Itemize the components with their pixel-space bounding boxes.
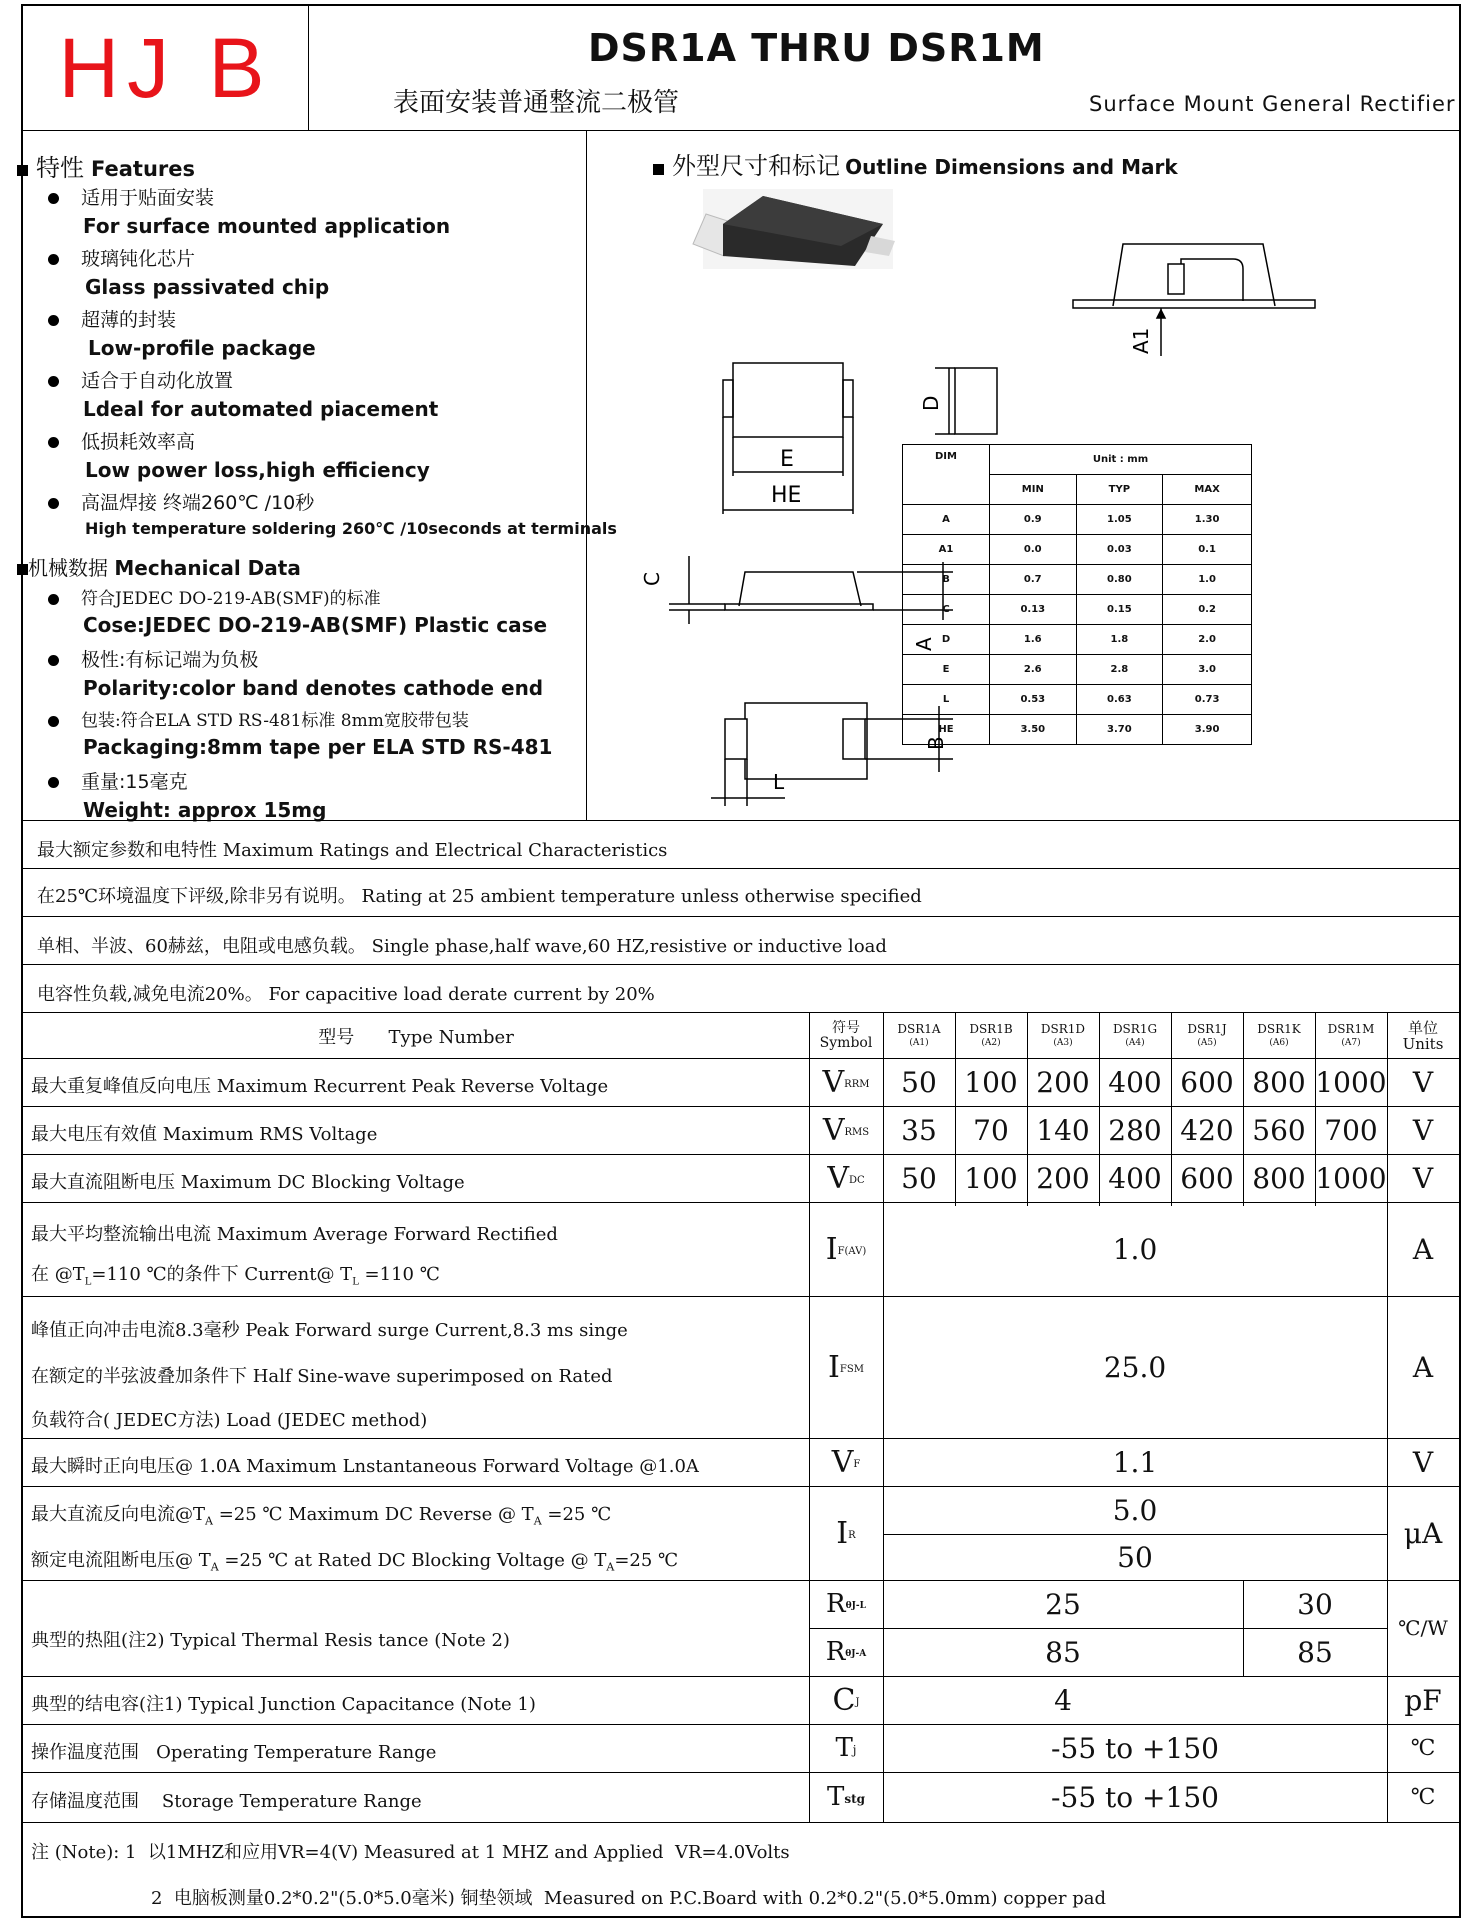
- vrms-value: 280: [1108, 1113, 1162, 1147]
- features-section: [23, 148, 583, 183]
- ratings-condition-2: 单相、半波、60赫兹，电阻或电感负载。 Single phase,half wave,60 HZ,resistive or inductive load: [37, 936, 887, 957]
- dim-row: L 0.53 0.63 0.73: [903, 685, 1252, 715]
- dim-row: A1 0.0 0.03 0.1: [903, 535, 1252, 565]
- vrms-label: 最大电压有效值 Maximum RMS Voltage: [31, 1124, 378, 1145]
- vrrm-label: 最大重复峰值反向电压 Maximum Recurrent Peak Reverse Voltage: [31, 1076, 609, 1097]
- end-view-drawing: [935, 368, 997, 434]
- tj-value: -55 to +150: [1051, 1731, 1219, 1765]
- vrms-value: 700: [1324, 1113, 1378, 1147]
- vrrm-value: 100: [964, 1065, 1018, 1099]
- ifav-symbol: I $_{F(AV)}$: [825, 1231, 867, 1267]
- label-a1: A1: [1129, 327, 1153, 354]
- ratings-condition-1: 在25℃环境温度下评级,除非另有说明。 Rating at 25 ambient temperature unless otherwise specified: [37, 886, 922, 907]
- tstg-label: 存储温度范围 Storage Temperature Range: [31, 1791, 422, 1812]
- logo-text: HJ B: [58, 20, 273, 115]
- vrms-value: 420: [1180, 1113, 1234, 1147]
- ifsm-label-1: 峰值正向冲击电流8.3毫秒 Peak Forward surge Current,8.3 ms singe: [31, 1320, 628, 1341]
- mechanical-item: 符合JEDEC DO-219-AB(SMF)的标准 Cose:JEDEC DO-219-AB(SMF) Plastic case: [48, 584, 588, 645]
- vrrm-value: 600: [1180, 1065, 1234, 1099]
- vrms-value: 70: [973, 1113, 1009, 1147]
- vdc-value: 1000: [1315, 1161, 1387, 1195]
- vdc-value: 100: [964, 1161, 1018, 1195]
- vrms-value: 140: [1036, 1113, 1090, 1147]
- label-e: E: [780, 447, 794, 472]
- vdc-unit: V: [1412, 1161, 1434, 1195]
- ir-label-2: 额定电流阻断电压@ $T_A =25$ ℃ at Rated DC Blocking Voltage @ $T_A=25$ ℃: [31, 1550, 679, 1574]
- features-heading: 特性 Features: [17, 148, 583, 183]
- ifsm-label-2: 在额定的半弦波叠加条件下 Half Sine-wave superimposed on Rated: [31, 1366, 613, 1387]
- rth-label: 典型的热阻(注2) Typical Thermal Resis tance (Note 2): [31, 1630, 510, 1651]
- symbol-header: 符号 Symbol: [819, 1020, 873, 1051]
- dim-row: HE 3.50 3.70 3.90: [903, 715, 1252, 745]
- note-2: 2 电脑板测量0.2*0.2"(5.0*5.0毫米) 铜垫领域 Measured on P.C.Board with 0.2*0.2"(5.0*5.0mm) copper pad: [151, 1888, 1106, 1909]
- vdc-value: 600: [1180, 1161, 1234, 1195]
- vrrm-value: 1000: [1315, 1065, 1387, 1099]
- model-header: DSR1M (A7): [1327, 1022, 1375, 1048]
- model-header: DSR1D (A3): [1040, 1022, 1086, 1048]
- rth-ja-value-b: 85: [1297, 1635, 1333, 1669]
- side-view-drawing: [1073, 244, 1315, 356]
- tstg-unit: ℃: [1410, 1784, 1436, 1810]
- vrrm-value: 50: [901, 1065, 937, 1099]
- feature-item: 超薄的封装 Low-profile package: [48, 305, 588, 366]
- label-c: C: [640, 572, 664, 586]
- ir-value-25c: 5.0: [1112, 1493, 1158, 1527]
- feature-item: 高温焊接 终端260℃ /10秒 High temperature soldering 260℃ /10seconds at terminals: [48, 488, 588, 549]
- ratings-condition-3: 电容性负载,减免电流20%。 For capacitive load derate current by 20%: [37, 984, 655, 1005]
- tj-symbol: T $_j$: [835, 1733, 857, 1763]
- vdc-symbol: V $_{DC}$: [827, 1160, 865, 1196]
- ifav-value: 1.0: [1112, 1232, 1158, 1266]
- vrms-symbol: V $_{RMS}$: [822, 1112, 870, 1148]
- dim-row: A 0.9 1.05 1.30: [903, 505, 1252, 535]
- vdc-value: 400: [1108, 1161, 1162, 1195]
- dim-header: DIM: [903, 445, 990, 505]
- label-d: D: [919, 395, 943, 411]
- package-photo: [693, 189, 895, 269]
- mechanical-item: 重量:15毫克 Weight: approx 15mg: [48, 767, 588, 828]
- vrrm-value: 400: [1108, 1065, 1162, 1099]
- unit-header: Unit : mm: [990, 445, 1252, 475]
- label-he: HE: [771, 483, 802, 508]
- model-header: DSR1K (A6): [1257, 1022, 1301, 1048]
- cj-symbol: C $_J$: [832, 1682, 860, 1718]
- model-header: DSR1G (A4): [1112, 1022, 1158, 1048]
- cj-unit: pF: [1404, 1683, 1442, 1717]
- vrms-value: 560: [1252, 1113, 1306, 1147]
- rth-jl-value-b: 30: [1297, 1587, 1333, 1621]
- rth-ja-value-a: 85: [1045, 1635, 1081, 1669]
- rth-unit: ℃/W: [1398, 1616, 1448, 1640]
- label-a: A: [912, 637, 936, 651]
- ifav-unit: A: [1412, 1232, 1434, 1266]
- tj-label: 操作温度范围 Operating Temperature Range: [31, 1742, 437, 1763]
- type-number-header: 型号 Type Number: [318, 1027, 514, 1048]
- outline-heading: 外型尺寸和标记 Outline Dimensions and Mark: [653, 146, 1178, 181]
- ifav-label-2: 在 $@T_L=110$ ℃的条件下 Current@ $T_L =110$ ℃: [31, 1264, 440, 1288]
- mechanical-list: [48, 584, 588, 828]
- ratings-title: 最大额定参数和电特性 Maximum Ratings and Electrical Characteristics: [37, 840, 668, 861]
- col-max: MAX: [1163, 475, 1252, 505]
- vrrm-value: 800: [1252, 1065, 1306, 1099]
- ir-value-rated: 50: [1117, 1540, 1153, 1574]
- dim-row: C 0.13 0.15 0.2: [903, 595, 1252, 625]
- ifav-label-1: 最大平均整流输出电流 Maximum Average Forward Rectified: [31, 1224, 558, 1245]
- col-min: MIN: [990, 475, 1077, 505]
- tstg-value: -55 to +150: [1051, 1780, 1219, 1814]
- doc-title: DSR1A THRU DSR1M: [588, 26, 1045, 70]
- vrrm-symbol: V $_{RRM}$: [822, 1064, 870, 1100]
- units-header: 单位 Units: [1402, 1019, 1444, 1053]
- mechanical-item: 极性:有标记端为负极 Polarity:color band denotes cathode end: [48, 645, 588, 706]
- cj-label: 典型的结电容(注1) Typical Junction Capacitance (Note 1): [31, 1694, 536, 1715]
- vdc-value: 50: [901, 1161, 937, 1195]
- rth-jl-value-a: 25: [1045, 1587, 1081, 1621]
- vf-symbol: V $_F$: [831, 1444, 861, 1480]
- label-l: L: [773, 770, 785, 794]
- mechanical-item: 包装:符合ELA STD RS-481标准 8mm宽胶带包装 Packaging:8mm tape per ELA STD RS-481: [48, 706, 588, 767]
- feature-item: 玻璃钝化芯片 Glass passivated chip: [48, 244, 588, 305]
- logo: [23, 6, 308, 130]
- dim-row: D 1.6 1.8 2.0: [903, 625, 1252, 655]
- vdc-value: 800: [1252, 1161, 1306, 1195]
- cj-value: 4: [1054, 1683, 1072, 1717]
- vdc-value: 200: [1036, 1161, 1090, 1195]
- rth-jl-symbol: R $_{\theta J-L}$: [826, 1589, 866, 1619]
- rth-ja-symbol: R $_{\theta J-A}$: [825, 1637, 867, 1667]
- ir-label-1: 最大直流反向电流$@T_A =25$ ℃ Maximum DC Reverse @ $T_A =25$ ℃: [31, 1504, 612, 1528]
- vrrm-value: 200: [1036, 1065, 1090, 1099]
- vrms-unit: V: [1412, 1113, 1434, 1147]
- model-header: DSR1B (A2): [969, 1022, 1013, 1048]
- features-list: [48, 183, 617, 549]
- vdc-label: 最大直流阻断电压 Maximum DC Blocking Voltage: [31, 1172, 465, 1193]
- label-b: B: [924, 736, 948, 750]
- ir-symbol: I $_R$: [836, 1515, 856, 1551]
- feature-item: 适合于自动化放置 Ldeal for automated piacement: [48, 366, 588, 427]
- vf-unit: V: [1412, 1445, 1434, 1479]
- datasheet-page: [21, 4, 1461, 1918]
- vf-label: 最大瞬时正向电压@ 1.0A Maximum Lnstantaneous Forward Voltage @1.0A: [31, 1456, 699, 1477]
- tj-unit: ℃: [1410, 1735, 1436, 1761]
- feature-item: 适用于贴面安装 For surface mounted application: [48, 183, 588, 244]
- doc-subtitle-en: Surface Mount General Rectifier: [1089, 92, 1456, 116]
- vf-value: 1.1: [1112, 1445, 1158, 1479]
- dimensions-table: [902, 444, 1252, 745]
- note-1: 注 (Note): 1 以1MHZ和应用VR=4(V) Measured at 1 MHZ and Applied VR=4.0Volts: [31, 1842, 790, 1863]
- doc-subtitle-cn: 表面安装普通整流二极管: [393, 88, 680, 118]
- ifsm-unit: A: [1412, 1350, 1434, 1384]
- vrms-value: 35: [901, 1113, 937, 1147]
- mechanical-heading: 机械数据 Mechanical Data: [17, 552, 301, 581]
- ifsm-label-3: 负载符合( JEDEC方法) Load (JEDEC method): [31, 1410, 428, 1431]
- model-header: DSR1J (A5): [1187, 1022, 1227, 1048]
- tstg-symbol: T $_{stg}$: [826, 1782, 866, 1812]
- ifsm-value: 25.0: [1103, 1350, 1167, 1384]
- ir-unit: μA: [1403, 1516, 1443, 1550]
- col-typ: TYP: [1076, 475, 1163, 505]
- vrrm-unit: V: [1412, 1065, 1434, 1099]
- dim-row: E 2.6 2.8 3.0: [903, 655, 1252, 685]
- model-header: DSR1A (A1): [897, 1022, 941, 1048]
- dim-row: B 0.7 0.80 1.0: [903, 565, 1252, 595]
- feature-item: 低损耗效率高 Low power loss,high efficiency: [48, 427, 588, 488]
- ifsm-symbol: I $_{FSM}$: [828, 1349, 864, 1385]
